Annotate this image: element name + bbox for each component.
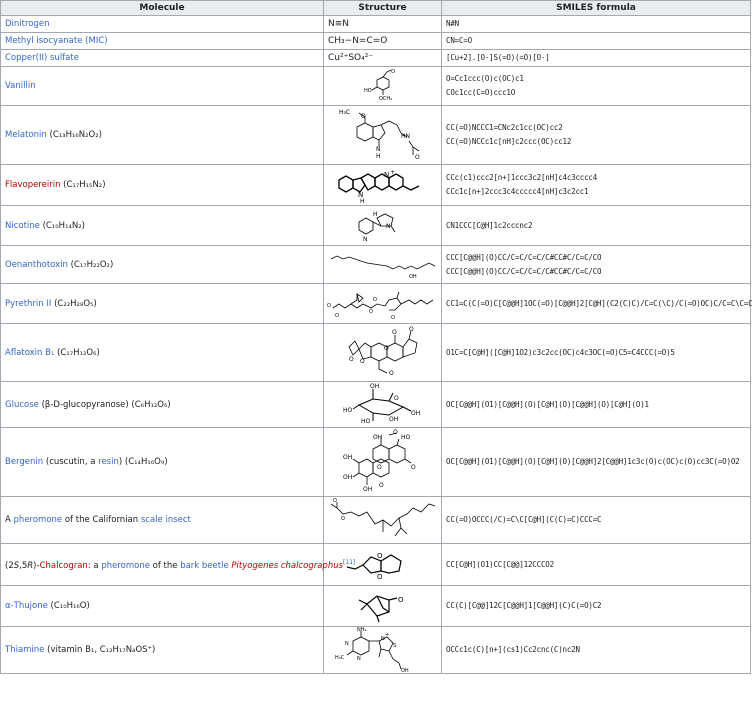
nicotine-structure [353, 208, 413, 244]
atom-label: O [372, 296, 377, 303]
oenanthotoxin-structure [327, 249, 439, 281]
formula-text: CH₃−N=C=O [328, 36, 388, 46]
bergenin-structure [343, 429, 423, 495]
atom-label: N [362, 235, 367, 243]
table-row [1, 33, 751, 50]
smiles-string: CC1=C(C(=O)C[C@@H]1OC(=O)[C@@H]2[C@H](C2(C)C)/C=C(\C)/C(=O)OC)C/C=C\C=C [446, 298, 752, 308]
atom-label: HO [360, 417, 370, 425]
atom-label: OH [342, 474, 352, 481]
structure-cell [324, 165, 442, 206]
smiles-string: CCc(c1)ccc2[n+]1ccc3c2[nH]c4c3cccc4 [446, 173, 598, 182]
molecule-cell [1, 428, 324, 497]
structure-cell [324, 428, 442, 497]
molecule-text: of the Californian [62, 515, 141, 525]
atom-label: O [359, 357, 365, 365]
molecule-link[interactable]: resin [98, 457, 119, 467]
atom-label: + [389, 169, 395, 176]
atom-label: O [393, 394, 399, 402]
table-row [1, 16, 751, 33]
smiles-cell [442, 33, 751, 50]
atom-label: OH [388, 415, 398, 423]
molecule-link[interactable]: Melatonin [5, 130, 47, 140]
molecule-link[interactable]: scale insect [140, 515, 191, 525]
table-row [1, 206, 751, 246]
atom-label: N [356, 656, 361, 662]
atom-label: O [332, 498, 337, 504]
molecule-cell [1, 246, 324, 284]
smiles-string: O=Cc1ccc(O)c(OC)c1 [446, 74, 524, 83]
atom-label: O [397, 596, 404, 604]
atom-label: O [376, 572, 383, 581]
table-row [1, 497, 751, 544]
atom-label: OCH₃ [378, 96, 392, 102]
molecule-text: -glucopyranose) (C₆H₁₂O₆) [59, 399, 171, 410]
molecule-cell [1, 497, 324, 544]
table-row [1, 106, 751, 165]
structure-cell [324, 284, 442, 324]
molecule-link[interactable]: [11] [343, 558, 356, 566]
structure-cell [324, 16, 442, 33]
molecule-link[interactable]: pheromone [101, 560, 150, 571]
molecule-cell [1, 106, 324, 165]
atom-label: N [380, 636, 385, 642]
table-row [1, 67, 751, 106]
smiles-cell [442, 284, 751, 324]
molecule-text: ,5 [19, 560, 28, 571]
smiles-cell [442, 627, 751, 674]
molecule-link[interactable]: Dinitrogen [5, 19, 50, 29]
molecule-link[interactable]: Thiamine [5, 645, 45, 655]
molecule-cell [1, 627, 324, 674]
atom-label: O [410, 464, 416, 471]
structure-cell [324, 246, 442, 284]
atom-label: S [392, 643, 396, 649]
molecule-text: (C₁₇H₂₂O₂) [67, 259, 114, 270]
smiles-cell [442, 382, 751, 428]
atom-label: O [334, 312, 339, 319]
molecule-text: )- [33, 560, 40, 571]
molecule-link[interactable]: Glucose [5, 399, 39, 410]
smiles-string: CCc1c[n+]2ccc3c4ccccc4[nH]c3c2cc1 [446, 187, 589, 196]
atom-label: N [375, 146, 380, 153]
molecule-text: S [13, 560, 20, 571]
smiles-string: OCCc1c(C)[n+](cs1)Cc2cnc(C)nc2N [446, 645, 580, 654]
smiles-string: CC(C)[C@@]12C[C@@H]1[C@@H](C)C(=O)C2 [446, 601, 602, 610]
atom-label: O [340, 516, 345, 522]
smiles-string: CC(=O)NCCC1=CNc2c1cc(OC)cc2 [446, 123, 563, 132]
atom-label: O [376, 464, 382, 471]
atom-label: HN [400, 133, 410, 140]
table-row [1, 246, 751, 284]
molecule-link[interactable]: Pityogenes chalcographus [231, 560, 344, 571]
header-molecule: Molecule [1, 1, 324, 16]
atom-label: H [359, 198, 365, 205]
atom-label: O [414, 154, 420, 161]
atom-label: OH [400, 668, 409, 674]
smiles-string: [Cu+2].[O-]S(=O)(=O)[O-] [446, 53, 550, 62]
molecule-cell [1, 382, 324, 428]
molecule-link[interactable]: α-Thujone [5, 601, 48, 611]
atom-label: HO [363, 88, 372, 94]
pyrethrin-structure [327, 286, 439, 322]
atom-label: O [390, 69, 395, 75]
molecule-cell [1, 586, 324, 627]
structure-cell [324, 206, 442, 246]
atom-label: H [375, 153, 381, 160]
atom-label: H [372, 210, 378, 218]
structure-cell [324, 50, 442, 67]
molecule-text: (C₁₇H₁₅N₂) [60, 180, 106, 190]
molecule-text: (cuscutin, a [43, 457, 99, 467]
molecule-text: (2 [5, 560, 14, 571]
molecule-link[interactable]: Nicotine [5, 220, 40, 231]
atom-label: O [348, 355, 354, 363]
structure-cell [324, 497, 442, 544]
smiles-cell [442, 67, 751, 106]
atom-label: O [383, 344, 389, 352]
atom-label: OH [369, 382, 379, 390]
smiles-string: N#N [446, 19, 459, 28]
header-structure: Structure [324, 1, 442, 16]
molecule-link[interactable]: Bergenin [5, 457, 44, 467]
smiles-cell [442, 106, 751, 165]
smiles-string: CCC[C@@H](O)CC/C=C/C=C/C#CC#C/C=C/CO [446, 252, 602, 262]
table-row [1, 50, 751, 67]
molecule-text: of the [149, 560, 181, 571]
structure-cell [324, 33, 442, 50]
atom-label: O [368, 308, 373, 315]
molecule-link[interactable]: Oenanthotoxin [5, 259, 68, 270]
molecule-link[interactable]: Copper(II) sulfate [5, 53, 79, 63]
molecule-text: (C₂₂H₂₈O₅) [51, 298, 97, 309]
atom-label: H₃C [338, 109, 350, 116]
molecule-cell [1, 165, 324, 206]
molecule-cell [1, 284, 324, 324]
molecule-cell [1, 67, 324, 106]
thujone-structure [353, 588, 413, 624]
molecule-text: (C₁₇H₁₂O₆) [54, 347, 100, 358]
smiles-string: OC[C@@H](O1)[C@@H](O)[C@H](O)[C@@H]2[C@@H]1c3c(O)c(OC)c(O)cc3C(=O)O2 [446, 457, 740, 466]
atom-label: NH₂ [356, 627, 367, 633]
pheromone-structure [327, 498, 439, 542]
table-row [1, 544, 751, 586]
molecule-text: (C₁₃H₁₆N₂O₂) [46, 130, 102, 140]
smiles-cell [442, 246, 751, 284]
structure-cell [324, 67, 442, 106]
glucose-structure [343, 383, 423, 427]
smiles-cell [442, 586, 751, 627]
molecule-text: (β- [38, 399, 54, 410]
smiles-cell [442, 206, 751, 246]
molecule-link[interactable]: Vanillin [5, 81, 36, 91]
molecule-cell [1, 206, 324, 246]
smiles-string: COc1cc(C=O)ccc1O [446, 88, 516, 97]
atom-label: O [390, 314, 395, 321]
atom-label: O [391, 328, 397, 336]
molecule-text: ) (C₁₄H₁₆O₉) [118, 457, 168, 467]
molecule-text: A [5, 515, 14, 525]
molecule-cell [1, 544, 356, 586]
smiles-cell [442, 16, 751, 33]
atom-label: N [385, 222, 390, 230]
atom-label: HO [400, 434, 410, 441]
structure-cell [324, 627, 442, 674]
molecule-cell [1, 50, 324, 67]
molecule-link[interactable]: Flavopereirin [5, 180, 61, 190]
atom-label: OH [362, 486, 372, 493]
molecule-link[interactable]: Aflatoxin B₁ [5, 347, 55, 358]
smiles-cell [442, 544, 751, 586]
melatonin-structure [335, 107, 431, 163]
atom-label: O [378, 482, 384, 489]
atom-label: O [376, 551, 383, 560]
atom-label: O [388, 369, 394, 377]
atom-label: H₃C [334, 655, 344, 661]
atom-label: HO [342, 406, 352, 414]
smiles-string: OC[C@@H](O1)[C@@H](O)[C@H](O)[C@@H](O)[C@H](O)1 [446, 399, 649, 409]
atom-label: + [384, 632, 389, 638]
thiamine-structure [335, 627, 431, 673]
atom-label: N [357, 191, 363, 199]
atom-label: N [344, 641, 349, 647]
atom-label: O [392, 429, 398, 436]
structure-cell [324, 106, 442, 165]
table-row [1, 382, 751, 428]
table-row [1, 428, 751, 497]
flavopereirin-structure [335, 166, 431, 204]
molecule-link[interactable]: pheromone [13, 515, 63, 525]
atom-label: OH [408, 273, 417, 280]
smiles-string: CN=C=O [446, 36, 472, 45]
molecule-text: R [27, 560, 34, 571]
table-row [1, 324, 751, 382]
molecule-text: : a [87, 560, 102, 571]
molecule-text: D [53, 399, 60, 410]
smiles-string: O1C=C[C@H]([C@H]1O2)c3c2cc(OC)c4c3OC(=O)C5=C4CCC(=O)5 [446, 347, 675, 357]
smiles-cell [442, 50, 751, 67]
atom-label: O [360, 113, 366, 120]
aflatoxin-structure [343, 325, 423, 381]
atom-label: O [326, 302, 331, 309]
molecule-cell [1, 33, 324, 50]
molecule-cell [1, 324, 324, 382]
molecule-link[interactable]: Chalcogran [39, 560, 88, 571]
structure-cell [324, 586, 442, 627]
formula-text: Cu²⁺SO₄²⁻ [328, 53, 374, 63]
atom-label: N [383, 171, 389, 179]
formula-text: N≡N [328, 19, 350, 29]
smiles-string: CN1CCC[C@H]1c2cccnc2 [446, 220, 533, 230]
vanillin-structure [363, 68, 403, 104]
table-row [1, 627, 751, 674]
molecule-text: (vitamin B₁, C₁₂H₁₇N₄OS⁺) [44, 645, 156, 655]
smiles-cell [442, 165, 751, 206]
table-row [1, 284, 751, 324]
smiles-string: CC[C@H](O1)CC[C@@]12CCCO2 [446, 559, 554, 569]
atom-label: O [408, 325, 414, 333]
smiles-string: CC(=O)OCCC(/C)=C\C[C@H](C(C)=C)CCC=C [446, 515, 602, 524]
smiles-string: CCC[C@@H](O)CC/C=C/C=C/C#CC#C/C=C/CO [446, 266, 602, 276]
molecule-cell [1, 16, 324, 33]
smiles-string: CC(=O)NCCc1c[nH]c2ccc(OC)cc12 [446, 137, 572, 146]
header-smiles: SMILES formula [442, 1, 751, 16]
smiles-cell [442, 324, 751, 382]
structure-cell [324, 324, 442, 382]
smiles-cell [442, 428, 751, 497]
atom-label: OH [342, 454, 352, 461]
header-row [1, 1, 751, 16]
atom-label: OH [410, 409, 420, 417]
molecule-link[interactable]: Pyrethrin II [5, 298, 52, 309]
table-row [1, 165, 751, 206]
atom-label: OH [372, 434, 382, 441]
molecule-text: (C₁₀H₁₄N₂) [39, 220, 85, 231]
molecule-link[interactable]: bark beetle [180, 560, 229, 571]
smiles-cell [442, 497, 751, 544]
structure-cell [324, 382, 442, 428]
table-row [1, 586, 751, 627]
molecule-link[interactable]: Methyl isocyanate (MIC) [5, 36, 108, 46]
molecule-text: (C₁₀H₁₆O) [47, 601, 90, 611]
